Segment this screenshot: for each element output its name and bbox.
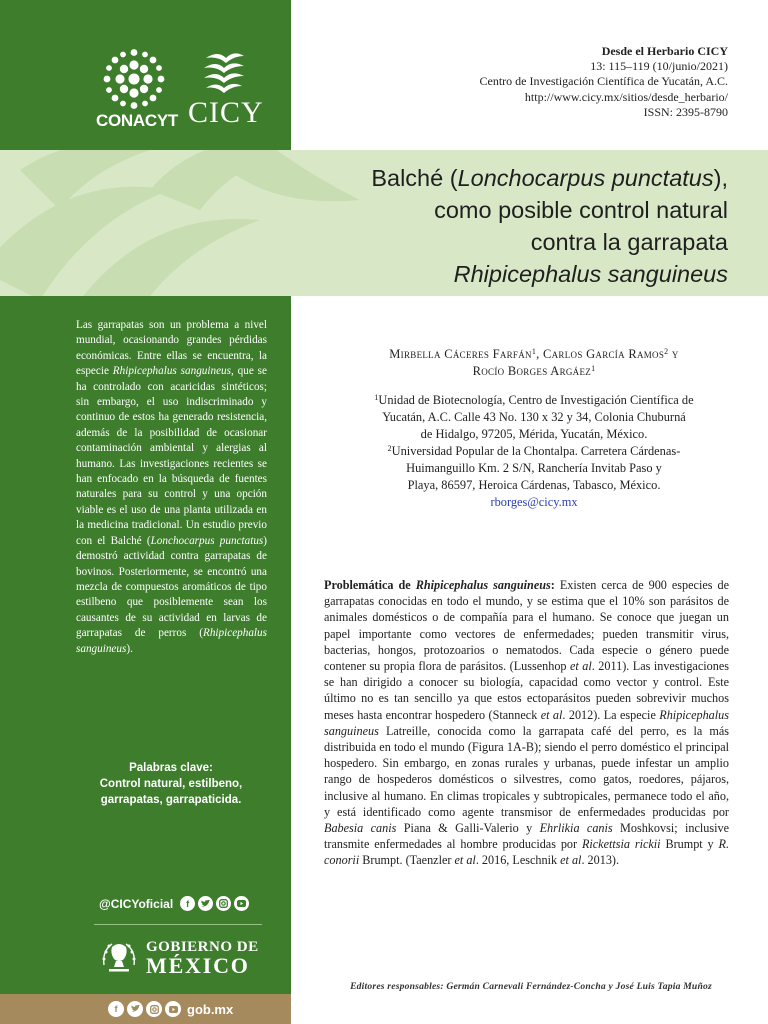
affiliation-2-line-2: Huimanguillo Km. 2 S/N, Ranchería Invitab Paso y [406,461,662,475]
facebook-icon[interactable]: f [108,1001,124,1017]
journal-issue: 13: 115–119 (10/junio/2021) [590,59,728,74]
cicy-logo [188,50,264,134]
gob-social-links [108,1001,233,1017]
affiliation-2-line-3: Playa, 86597, Heroica Cárdenas, Tabasco, México. [407,478,661,492]
affiliation-1-line-3: de Hidalgo, 97205, Mérida, Yucatán, México. [420,427,648,441]
affiliation-1-line-1: $^1$Unidad de Biotecnología, Centro de Investigación Científica de [374,393,694,407]
twitter-icon[interactable] [127,1001,143,1017]
cicy-leaf-icon [200,50,248,94]
youtube-icon[interactable] [234,896,249,911]
journal-institution: Centro de Investigación Científica de Yucatán, A.C. [479,74,728,89]
journal-issn: ISSN: 2395-8790 [643,104,728,119]
instagram-icon[interactable] [146,1001,162,1017]
gobierno-text: GOBIERNO DE [146,939,259,955]
keywords-line-1: Control natural, estilbeno, [99,778,243,790]
gob-mx-link[interactable]: gob.mx [187,1001,234,1017]
affiliations [300,392,768,511]
keywords-label: Palabras clave: [129,762,213,774]
body-text: Problemática de Rhipicephalus sanguineus: Existen cerca de 900 especies de garrapatas conocidas en todo el mundo, y se estima que el 10% son parásitos de animales domésticos o de compañía para el humano. Se conoce que juegan un papel importante como vectores de enfermedades; pueden transmitir virus, bacterias, hongos, protozoarios o nematodos. Cada especie o género puede contener su propia flora de parásitos. (Lussenhop et al. 2011). Las investigaciones se han dirigido a conocer su biología, capacidad como vector y control. Este último no es tan sencillo ya que estos ectoparásitos pueden sobrevivir muchos meses hasta encontrar hospedero (Stanneck et al. 2012). La especie Rhipicephalus sanguineus Latreille, conocida como la garrapata café del perro, es la más distribuida en todo el mundo (Figura 1A-B); siendo el perro doméstico el principal hospedero. Sin embargo, en zonas rurales y urbanas, puede infestar un amplio rango de hospederos domésticos o silvestres, como gatos, roedores, pájaros, inclusive al humano. En climas tropicales y subtropicales, permanece todo el año, y está identificado como agente transmisor de enfermedades producidas por Babesia canis Piana & Galli-Valerio y Ehrlikia canis Moshkovsi; inclusive transmite enfermedades al hombre producidas por Rickettsia rickii Brumpt y R. conorii Brumpt. (Taenzler et al. 2016, Leschnik et al. 2013). [324,578,730,868]
mexico-text: MÉXICO [146,953,250,978]
gobierno-mexico-logo [98,935,259,981]
authors-line-1: Mirbella Cáceres Farfán$^1$, Carlos García Ramos$^2$ y [389,347,679,361]
journal-name: Desde el Herbario CICY [601,44,728,58]
social-handle[interactable]: @CICYoficial [99,896,174,911]
title-line-1: Balché (Lonchocarpus punctatus), [371,165,728,191]
journal-url[interactable]: http://www.cicy.mx/sitios/desde_herbario/ [524,89,728,104]
title-band [0,150,768,296]
conacyt-wordmark: CONACYT [96,111,178,130]
twitter-icon[interactable] [198,896,213,911]
author-list [300,346,768,380]
facebook-icon[interactable]: f [180,896,195,911]
keywords [66,760,276,808]
youtube-icon[interactable] [165,1001,181,1017]
authors-line-2: Rocío Borges Argáez$^1$ [472,364,596,378]
cicy-wordmark: CICY [188,96,264,129]
contact-email[interactable]: rborges@cicy.mx [490,495,578,509]
title-line-3: contra la garrapata [530,229,728,255]
affiliation-2-line-1: $^2$Universidad Popular de la Chontalpa. Carretera Cárdenas- [387,444,681,458]
affiliation-1-line-2: Yucatán, A.C. Calle 43 No. 130 x 32 y 34, Colonia Chuburná [382,410,686,424]
title-line-2: como posible control natural [434,197,728,223]
editors-footer: Editores responsables: Germán Carnevali Fernández-Concha y José Luis Tapia Muñoz [350,981,712,992]
journal-header [480,44,728,120]
conacyt-dots-icon [102,48,166,110]
keywords-line-2: garrapatas, garrapaticida. [100,794,242,806]
instagram-icon[interactable] [216,896,231,911]
article-title [371,162,728,290]
title-line-4: Rhipicephalus sanguineus [453,261,728,287]
abstract: Las garrapatas son un problema a nivel mundial, ocasionando grandes pérdidas económicas. Entre ellas se encuentra, la especie Rhipicephalus sanguineus, que se ha controlado con acaricidas sintéticos; sin embargo, el uso indiscriminado y continuo de estos ha generado resistencia, además de la posibilidad de ocasionar contaminación ambiental y alergias al humano. Las investigaciones recientes se han enfocado en la búsqueda de fuentes naturales para su control y una opción viable es el uso de una planta utilizada en la medicina tradicional. Un estudio previo con el Balché (Lonchocarpus punctatus) demostró actividad contra garrapatas de bovinos. Posteriormente, se encontró una mezcla de compuestos aromáticos de tipo estilbeno que posiblemente sean los causantes de su actividad en larvas de garrapatas de perros (Rhipicephalus sanguineus). [76,319,267,655]
social-links [99,896,249,911]
mexico-seal-icon [98,935,140,979]
conacyt-logo [96,48,176,134]
divider [94,924,262,925]
logo-area [0,0,291,150]
